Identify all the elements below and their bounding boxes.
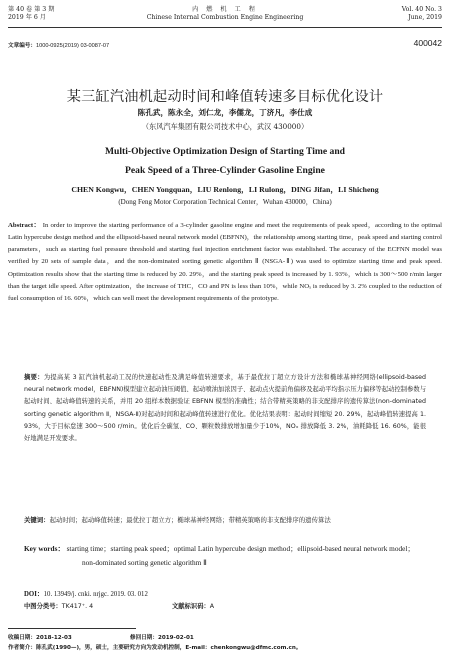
authors-english: CHEN Kongwu，CHEN Yongquan，LIU Renlong，LI Rulong，DING Jifan，LI Shicheng bbox=[71, 185, 379, 194]
classification-line bbox=[24, 601, 215, 610]
affiliation-chinese: （东风汽车集团有限公司技术中心，武汉 430000） bbox=[141, 122, 309, 131]
revised-date bbox=[130, 633, 194, 643]
received-value: 2018-12-03 bbox=[35, 635, 72, 641]
header-volume-en bbox=[402, 6, 442, 22]
header-journal bbox=[8, 6, 442, 22]
header-date-en: June, 2019 bbox=[408, 14, 442, 21]
abstract-english bbox=[8, 220, 442, 305]
document-id: 400042 bbox=[413, 38, 442, 48]
header-rule bbox=[8, 27, 442, 28]
keywords-english-text: starting time；starting peak speed；optimal Latin hypercube design method；ellipsoid-based neural network model；non-dominated sorting genetic algorithm Ⅱ bbox=[66, 544, 415, 568]
keywords-chinese bbox=[24, 515, 426, 527]
received-label: 收稿日期： bbox=[8, 635, 36, 641]
revised-value: 2019-02-01 bbox=[157, 635, 194, 641]
author-bio-text: 陈孔武(1990—)，男，硕士，主要研究方向为发动机控制，E-mail：chenkongwu@dfmc.com.cn。 bbox=[35, 645, 302, 651]
keywords-chinese-text: 起动时间；起动峰值转速；最优拉丁超立方；椭球基神经网络；带精英策略的非支配排序的遗传算法 bbox=[49, 516, 331, 524]
article-number bbox=[8, 41, 109, 49]
document-code bbox=[172, 601, 214, 610]
classification-label: 中图分类号： bbox=[24, 603, 62, 610]
article-number-label: 文章编号： bbox=[8, 43, 36, 49]
keywords-english-label: Key words： bbox=[24, 544, 65, 553]
abstract-english-label: Abstract： bbox=[8, 222, 41, 229]
footnote-rule bbox=[8, 628, 136, 629]
running-header bbox=[8, 6, 442, 34]
author-bio-label: 作者简介： bbox=[8, 645, 36, 651]
header-vol-no: Vol. 40 No. 3 bbox=[401, 6, 442, 13]
title-english bbox=[0, 142, 450, 180]
abstract-chinese-text: 为提高某 3 缸汽油机起动工况的快速起动性及满足峰值转速要求，基于最优拉丁超立方设计方法和椭球基神经网络(ellipsoid-based neural network model，EBFNN)模型建立起动油压阈值、起动喷油加浓因子、起动点火提前角偏移及起动平均指示压力偏移等起动控制参数与起动时间、起动峰值转速的关系，并用 20 组样本数据验证 EBFNN 模型的准确性；结合带精英策略的非支配排序的遗传算法(non-dominated sorting genetic algorithm Ⅱ，NSGA-Ⅱ)对起动时间和起动峰值转速进行优化。优化结果表明：起动时间缩短 20. 29%，起动峰值转速提高 1. 93%，大于目标怠速 300～500 r/min。优化后全碳氢、CO、颗粒数排放增加量少于10%，NOₓ 排放降低 3. 2%，油耗降低 16. 60%，能很好地满足开发要求。 bbox=[24, 374, 426, 443]
header-journal-en: Chinese Internal Combustion Engine Engineering bbox=[146, 14, 304, 21]
classification-value: TK417⁺. 4 bbox=[61, 603, 94, 610]
footnote bbox=[8, 633, 442, 653]
keywords-english bbox=[24, 542, 426, 571]
abstract-chinese bbox=[24, 372, 426, 445]
footnote-author bbox=[8, 643, 442, 653]
doi-line bbox=[24, 588, 148, 598]
keywords-chinese-label: 关键词： bbox=[24, 516, 50, 524]
affiliation-english: (Dong Feng Motor Corporation Technical Center，Wuhan 430000，China) bbox=[118, 198, 332, 206]
authors-chinese: 陈孔武，陈永全，刘仁龙，李儒龙，丁济凡，李仕成 bbox=[137, 108, 313, 117]
doi-label: DOI： bbox=[24, 591, 44, 598]
title-chinese: 某三缸汽油机起动时间和峰值转速多目标优化设计 bbox=[66, 89, 384, 105]
header-date-cn: 2019 年 6 月 bbox=[8, 14, 46, 21]
abstract-chinese-label: 摘要： bbox=[24, 374, 44, 381]
header-journal-cn: 内 燃 机 工 程 bbox=[192, 6, 258, 13]
header-volume-issue: 第 40 卷 第 3 期 bbox=[8, 6, 55, 13]
title-english-line1: Multi-Objective Optimization Design of Starting Time and bbox=[104, 146, 345, 157]
document-code-label: 文献标识码： bbox=[172, 603, 210, 610]
footnote-dates bbox=[8, 633, 442, 643]
document-code-value: A bbox=[209, 603, 215, 610]
abstract-english-text: In order to improve the starting performance of a 3-cylinder gasoline engine and meet the requirements of peak speed，according to the optimal Latin hypercube design method and the ellipsoid-based neural network model (EBFNN)，the relationship among starting time，peak speed and starting control parameters，such as starting fuel pressure threshold and starting fuel injection enrichment factor was established. The accuracy of the ECFNN model was verified by 20 sets of sample data，and the non-dominated sorting genetic algorithm Ⅱ (NSGA-Ⅱ) was used to optimize starting time and peak speed. Optimization results show that the starting time is reduced by 20. 29%，and the starting peak speed is increased by 1. 93%，which is 300～500 r/min larger than the target idle speed. After optimization，the increase of THC，CO and PN is less than 10%，while NOₓ is reduced by 3. 2% coupled to the reduction of fuel consumption of 16. 60%，which can well meet the development requirements of the prototype. bbox=[8, 222, 443, 302]
title-english-line2: Peak Speed of a Three-Cylinder Gasoline Engine bbox=[125, 165, 325, 176]
article-number-value: 1000-0925(2019) 03-0087-07 bbox=[35, 43, 110, 49]
revised-label: 修回日期： bbox=[130, 635, 158, 641]
doi-value: 10. 13949/j. cnki. nrjgc. 2019. 03. 012 bbox=[43, 591, 148, 598]
